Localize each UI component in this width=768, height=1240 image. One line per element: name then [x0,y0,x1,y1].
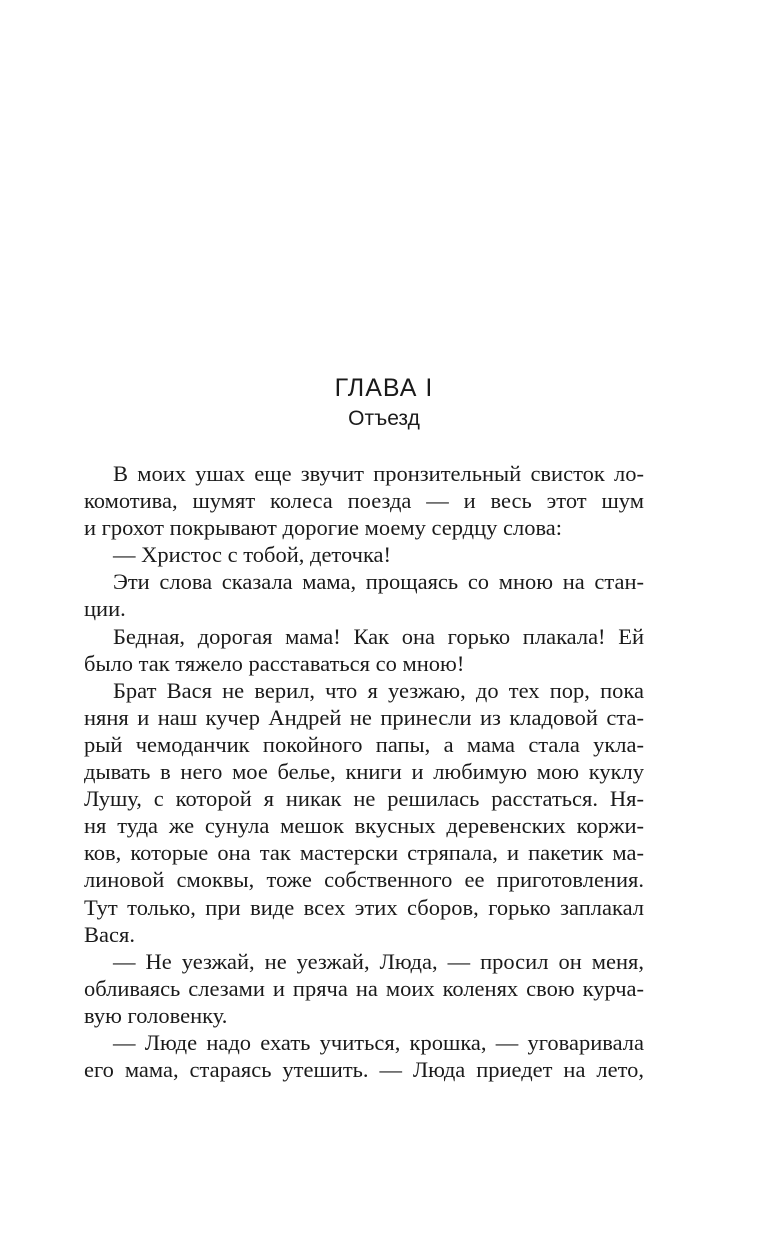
text-line: ня туда же сунула мешок вкусных деревенских коржи- [84,813,644,839]
text-line: — Христос с тобой, деточка! [113,542,392,568]
text-line: ков, которые она так мастерски стряпала, и пакетик ма- [84,840,644,866]
text-line: дывать в него мое белье, книги и любимую мою куклу [84,759,644,785]
text-line: В моих ушах еще звучит пронзительный свисток ло- [113,461,644,486]
text-line: его мама, стараясь утешить. — Люда приедет на лето, [84,1057,644,1083]
text-line: линовой смоквы, тоже собственного ее приготовления. [84,867,644,893]
text-line: няня и наш кучер Андрей не принесли из кладовой ста- [84,704,644,730]
chapter-heading [0,371,768,433]
text-line: рый чемоданчик покойного папы, а мама стала укла- [84,731,644,757]
text-line: Лушу, с которой я никак не решилась расстаться. Ня- [84,786,644,812]
text-line: Вася. [84,921,135,947]
text-line: ции. [84,596,126,622]
chapter-title: ГЛАВА I [334,374,434,402]
text-line: было так тяжело расставаться со мною! [84,650,465,676]
chapter-body-text [84,460,644,1083]
text-line: вую головенку. [84,1002,228,1028]
text-line: Тут только, при виде всех этих сборов, горько заплакал [84,894,644,920]
chapter-subtitle: Отъезд [348,407,420,430]
text-line: комотива, шумят колеса поезда — и весь этот шум [84,488,644,514]
text-line: Эти слова сказала мама, прощаясь со мною на стан- [113,569,644,595]
text-line: и грохот покрывают дорогие моему сердцу слова: [84,515,563,541]
text-line: — Люде надо ехать учиться, крошка, — уговаривала [113,1029,644,1055]
text-line: Бедная, дорогая мама! Как она горько плакала! Ей [113,623,644,649]
text-line: Брат Вася не верил, что я уезжаю, до тех пор, пока [113,677,644,703]
text-line: — Не уезжай, не уезжай, Люда, — просил он меня, [113,948,644,974]
text-line: обливаясь слезами и пряча на моих коленях свою курча- [84,975,644,1001]
